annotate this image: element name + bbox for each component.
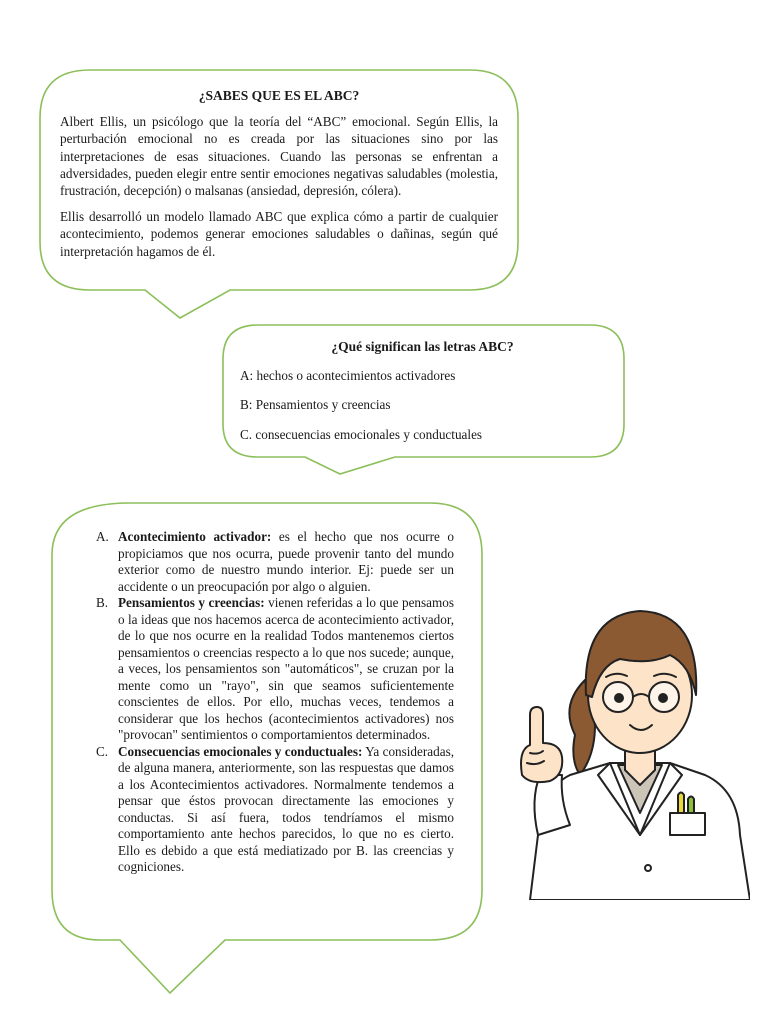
definition-item-b xyxy=(92,595,454,744)
intro-paragraph-2: Ellis desarrolló un modelo llamado ABC que explica cómo a partir de cualquier acontecimiento, podemos generar emociones saludables o dañinas, según qué interpretación hagamos de él. xyxy=(60,209,498,259)
definitions-bubble xyxy=(92,529,454,915)
list-marker: B. xyxy=(96,595,109,610)
coat-button xyxy=(645,865,651,871)
definition-text: es el hecho que nos ocurre o propiciamos que nos ocurra, puede provenir tanto del mundo exterior como de nuestro mundo interior. Ej: puede ser un accidente o un preocupación por algo o alguien. xyxy=(118,529,454,594)
pocket xyxy=(670,813,705,835)
definitions-list xyxy=(92,529,454,876)
intro-title: ¿SABES QUE ES EL ABC? xyxy=(198,88,360,103)
definition-term: Pensamientos y creencias: xyxy=(118,595,265,610)
definition-term: Consecuencias emocionales y conductuales: xyxy=(118,743,363,759)
definition-text: vienen referidas a lo que pensamos o la ideas que nos hacemos acerca de acontecimiento activador, de lo que nos ocurre en la realidad Todos mantenemos ciertos pensamientos o creencias respecto a lo que nos sucede; aunque, a veces, los pensamientos son "automáticos", se cruzan por la mente como un "rayo", sin que seamos suficientemente conscientes de ellos. Por ello, muchas veces, tendemos a considerar que los hechos (acontecimientos activadores) nos "provocan" sentimientos o comportamientos determinados. xyxy=(118,595,454,742)
definition-term: Acontecimiento activador: xyxy=(118,529,272,544)
definition-text: Ya consideradas, de alguna manera, anteriormente, son las respuestas que damos a los Acontecimientos activadores. Normalmente tendemos a pensar que éstos provocan directamente las emociones y conductas. Si así fuera, todos tendríamos el mismo comportamiento ante hechos parecidos, lo que no es cierto. Ello es debido a que está mediatizado por B. las creencias y cogniciones. xyxy=(118,743,454,874)
letter-c-item: C. consecuencias emocionales y conductuales xyxy=(240,426,483,442)
letters-bubble xyxy=(240,338,605,455)
list-marker: A. xyxy=(96,529,109,544)
scientist-illustration xyxy=(500,585,750,900)
intro-paragraph-1: Albert Ellis, un psicólogo que la teoría del “ABC” emocional. Según Ellis, la perturbación emocional no es creada por las situaciones sino por las interpretaciones de esas situaciones. Cuando las personas se enfrentan a adversidades, pueden elegir entre sentir emociones negativas saludables (molestia, frustración, decepción) o malsanas (ansiedad, depresión, cólera). xyxy=(60,114,498,199)
definition-item-a xyxy=(92,529,454,595)
pointing-hand xyxy=(521,707,562,782)
letter-b-item: B: Pensamientos y creencias xyxy=(240,397,391,413)
definition-item-c xyxy=(92,744,454,876)
pen-yellow xyxy=(678,793,684,816)
letters-title: ¿Qué significan las letras ABC? xyxy=(331,339,514,354)
letter-a-item: A: hechos o acontecimientos activadores xyxy=(240,368,456,384)
list-marker: C. xyxy=(96,743,109,759)
intro-bubble xyxy=(60,87,498,269)
